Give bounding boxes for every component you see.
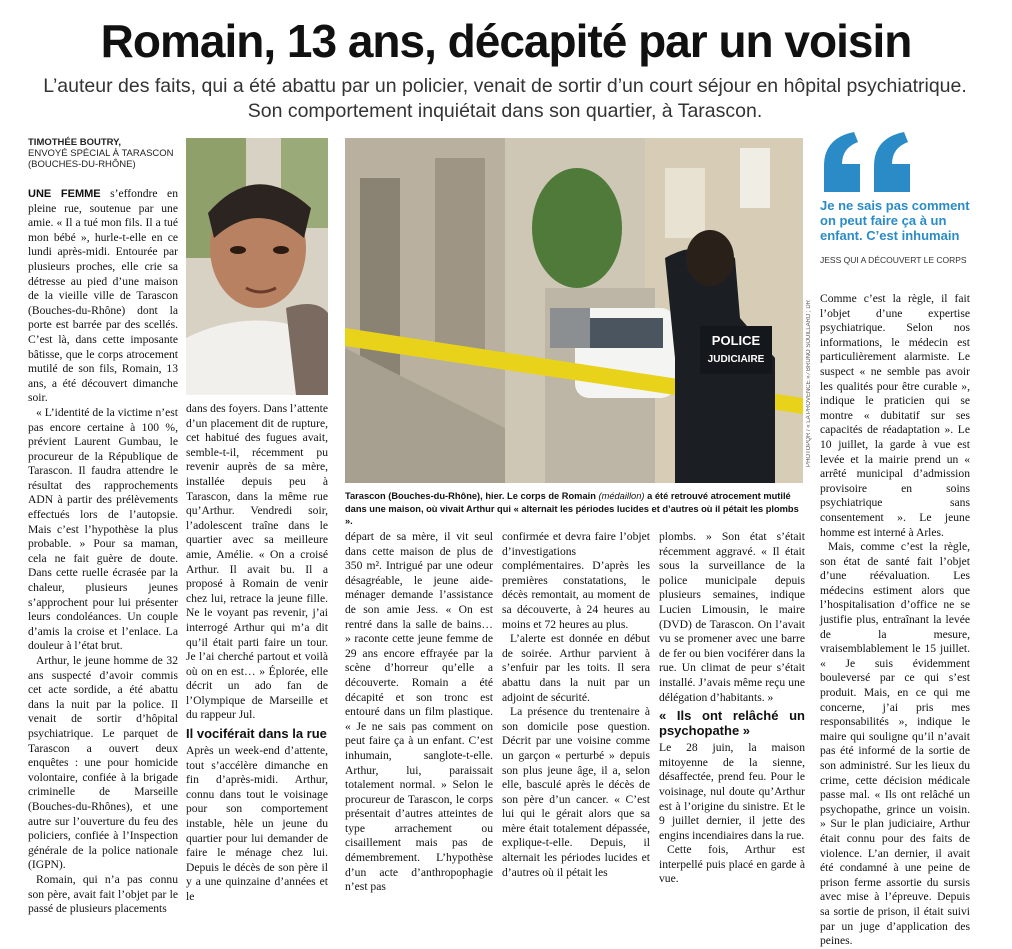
col1-para-3: Arthur, le jeune homme de 32 ans suspecté d’avoir commis cet acte sordide, a été abattu dans la nuit par la police. Il venait de sortir d’hôpital psychiatrique. Le parquet de Tarascon a ouvert deux enquêtes : une pour homicide volontaire, confiée à la brigade criminelle de Marseille (Bouches-du-Rhônes), et une autre sur l’ouverture du feu des policiers, confiée à l’Inspection générale de la police nationale (IGPN). (28, 654, 178, 872)
col1-para-2: « L’identité de la victime n’est pas encore certaine à 100 %, prévient Laurent Gumbau, le procureur de la République de Tarascon. Il faudra attendre le résultat des rapprochements ADN à partir des prélèvements effectués lors de l’autopsie. Mais c’est l’hypothèse la plus probable. » Pour sa maman, cela ne fait guère de doute. Dans cette ruelle écrasée par la chaleur, plusieurs jeunes s’approchent pour lui présenter leurs condoléances. Un couple d’amis la croise et l’enlace. La douleur à l’état brut. (28, 405, 178, 653)
col1-para-1 (28, 187, 178, 406)
lead-word: UNE FEMME (28, 188, 101, 200)
byline (28, 137, 178, 170)
col2-subhead: Il vociférait dans la rue (186, 726, 327, 742)
col5-para-3: Cette fois, Arthur est interpellé puis placé en garde à vue. (659, 843, 805, 886)
column-6 (820, 292, 970, 948)
col5-subhead: « Ils ont relâché un psychopathe » (659, 708, 805, 739)
byline-role: ENVOYÉ SPÉCIAL À TARASCON (BOUCHES-DU-RHÔNE) (28, 148, 174, 170)
caption-italic: (médaillon) (598, 491, 645, 501)
caption-bold: Tarascon (Bouches-du-Rhône), hier. Le corps de Romain (345, 491, 596, 501)
quote-mark-icon (820, 130, 930, 200)
victim-photo-image (186, 138, 328, 395)
col2-para-2: Après un week-end d’attente, tout s’accélère dimanche en fin d’après-midi. Arthur, connu dans tout le voisinage pour son comportement instable, hèle un jeune du quartier pour lui demander de faire le ménage chez lui. Depuis le décès de son père il y a une quinzaine d’années et le (186, 744, 328, 903)
col2-para-1: dans des foyers. Dans l’attente d’un placement dit de rupture, cet habitué des fugues avait, semble-t-il, récemment pu revenir auprès de sa mère, installée depuis peu à Tarascon, dans la même rue qu’Arthur. Vendredi soir, l’adolescent traîne dans le quartier avec sa meilleure amie, Amélie. « On a croisé Arthur. Il avait bu. Il a proposé à Romain de venir chez lui, retrace la jeune fille. Ne le voyant pas revenir, j’ai interrogé Arthur qui m’a dit qu’il était parti faire un tour. Je l’ai cherché partout et voilà où on en est… » Éplorée, elle décrit un ado fan de l’Olympique de Marseille et du rappeur Jul. (186, 402, 328, 722)
col4-para-1: confirmée et devra faire l’objet d’investigations complémentaires. D’après les premières constatations, le décès remontait, au moment de sa découverte, à 24 heures au moins et 72 heures au plus. (502, 530, 650, 631)
pull-quote-author: JESS QUI A DÉCOUVERT LE CORPS (820, 255, 967, 265)
police-badge-line1: POLICE (711, 333, 761, 348)
byline-name: TIMOTHÉE BOUTRY, (28, 137, 122, 148)
col3-para-1: départ de sa mère, il vit seul dans cette maison de plus de 350 m². Intrigué par une odeur désagréable, le jeune aide-ménager demande l’assistance de son amie Jess. « On est rentré dans la salle de bains… » raconte cette jeune femme de 29 ans encore effrayée par la scène d’horreur qu’elle a découverte. Romain a été décapité et son tronc est entouré dans un film plastique. « Je ne sais pas comment on peut faire ça à un enfant. C’est inhumain, sanglote-t-elle. Arthur, lui, paraissait totalement normal. » Selon le procureur de Tarascon, le corps présentait d’autres atteintes de type arrachement ou cisaillement mais pas de démembrement. L’hypothèse d’un acte d’anthropophagie n’est pas (345, 530, 493, 894)
col5-para-1: plombs. » Son état s’était récemment aggravé. « Il était sous la surveillance de la police municipale depuis plusieurs semaines, indique Lucien Limousin, le maire (DVD) de Tarascon. On l’avait vu se promener avec une barre de fer ou bien vociférer dans la rue. Un climat de peur s’était installé. J’avais même reçu une délégation d’habitants. » (659, 530, 805, 704)
column-2 (186, 402, 328, 903)
caption-rest: a été retrouvé atrocement mutilé dans une maison, où vivait Arthur qui « alternait les périodes lucides et d’autres où il pétait les plombs ». (345, 491, 799, 526)
crime-scene-image (345, 138, 803, 483)
col6-para-1: Comme c’est la règle, il fait l’objet d’une expertise psychiatrique. Selon nos informations, le médecin est particulièrement alarmiste. Le suspect « ne semble pas avoir les qualités pour être curable », indique le praticien qui se montre « dubitatif sur ses capacités de réadaptation ». Le 10 juillet, la garde à vue est levée et la mairie prend un « arrêté municipal d’admission provisoire en soins psychiatrique sans consentement ». Le jeune homme est interné à Arles. (820, 292, 970, 539)
crime-scene-photo (345, 138, 803, 483)
headline: Romain, 13 ans, décapité par un voisin (100, 15, 912, 67)
column-4 (502, 530, 650, 879)
photo-caption (345, 490, 805, 528)
col6-para-2: Mais, comme c’est la règle, son état de santé fait l’objet d’une réévaluation. Les médecins estiment alors que l’hospitalisation d’office ne se justifie plus, entraînant la levée de la mesure, vraisemblablement le 15 juillet. « Je suis évidemment bouleversé par ce qui s’est produit. Mais, en ce qui me concerne, j’ai pris mes responsabilités », indique le maire qui souligne qu’il n’avait pas été informé de la sortie de son administré. Sur les lieux du crime, cette décision médicale passe mal. « Ils ont relâché un psychopathe, grince un voisin. » Sur le plan judiciaire, Arthur était connu pour des faits de violence. L’an dernier, il avait été condamné à une peine de prison ferme assortie du sursis avec mise à l’épreuve. Depuis sa sortie de prison, il était suivi par un juge d’application des peines. (820, 540, 970, 948)
col4-para-3: La présence du trentenaire à son domicile pose question. Décrit par une voisine comme un garçon « perturbé » depuis son plus jeune âge, il a, selon elle, basculé après le décès de son père d’un cancer. « C’est lui qui le gérait alors que sa mère était totalement dépassée, explique-t-elle. Depuis, il alternait les périodes lucides et d’autres où il pétait les (502, 705, 650, 879)
standfirst: L’auteur des faits, qui a été abattu par un policier, venait de sortir d’un court séjour en hôpital psychiatrique. Son comportement inquiétait dans son quartier, à Tarascon. (43, 75, 967, 122)
column-1 (28, 187, 178, 916)
column-5 (659, 530, 805, 886)
col1-para-4: Romain, qui n’a pas connu son père, avait fait l’objet par le passé de plusieurs placements (28, 872, 178, 916)
photo-credit: PHOTOPQR / « LA PROVENCE » ⁄ BRUNO SOUILLARD ; DR (806, 300, 812, 467)
col5-para-2: Le 28 juin, la maison mitoyenne de la sienne, désaffectée, prend feu. Pour le voisinage, nul doute qu’Arthur est à l’origine du sinistre. Et le 9 juillet dernier, il jette des engins incendiaires dans la rue. (659, 741, 805, 842)
pull-quote: Je ne sais pas comment on peut faire ça à un enfant. C’est inhumain (820, 198, 970, 243)
police-badge-line2: JUDICIAIRE (707, 354, 765, 365)
victim-photo (186, 138, 328, 395)
col4-para-2: L’alerte est donnée en début de soirée. Arthur parvient à s’enfuir par les toits. Il sera abattu dans la nuit par un adjoint de sécurité. (502, 632, 650, 704)
col1-para-1-text: s’effondre en pleine rue, soutenue par une amie. « Il a tué mon fils. Il a tué mon bébé », hurle-t-elle en ce lundi après-midi. Entourée par plusieurs proches, elle crie sa détresse au pied d’une maison de la vieille ville de Tarascon (Bouches-du-Rhône) dont la porte est barrée par des scellés. C’est là, dans cette imposante bâtisse, que le corps atrocement mutilé de son fils, Romain, 13 ans, a été découvert dimanche soir. (28, 187, 178, 405)
column-3 (345, 530, 493, 894)
